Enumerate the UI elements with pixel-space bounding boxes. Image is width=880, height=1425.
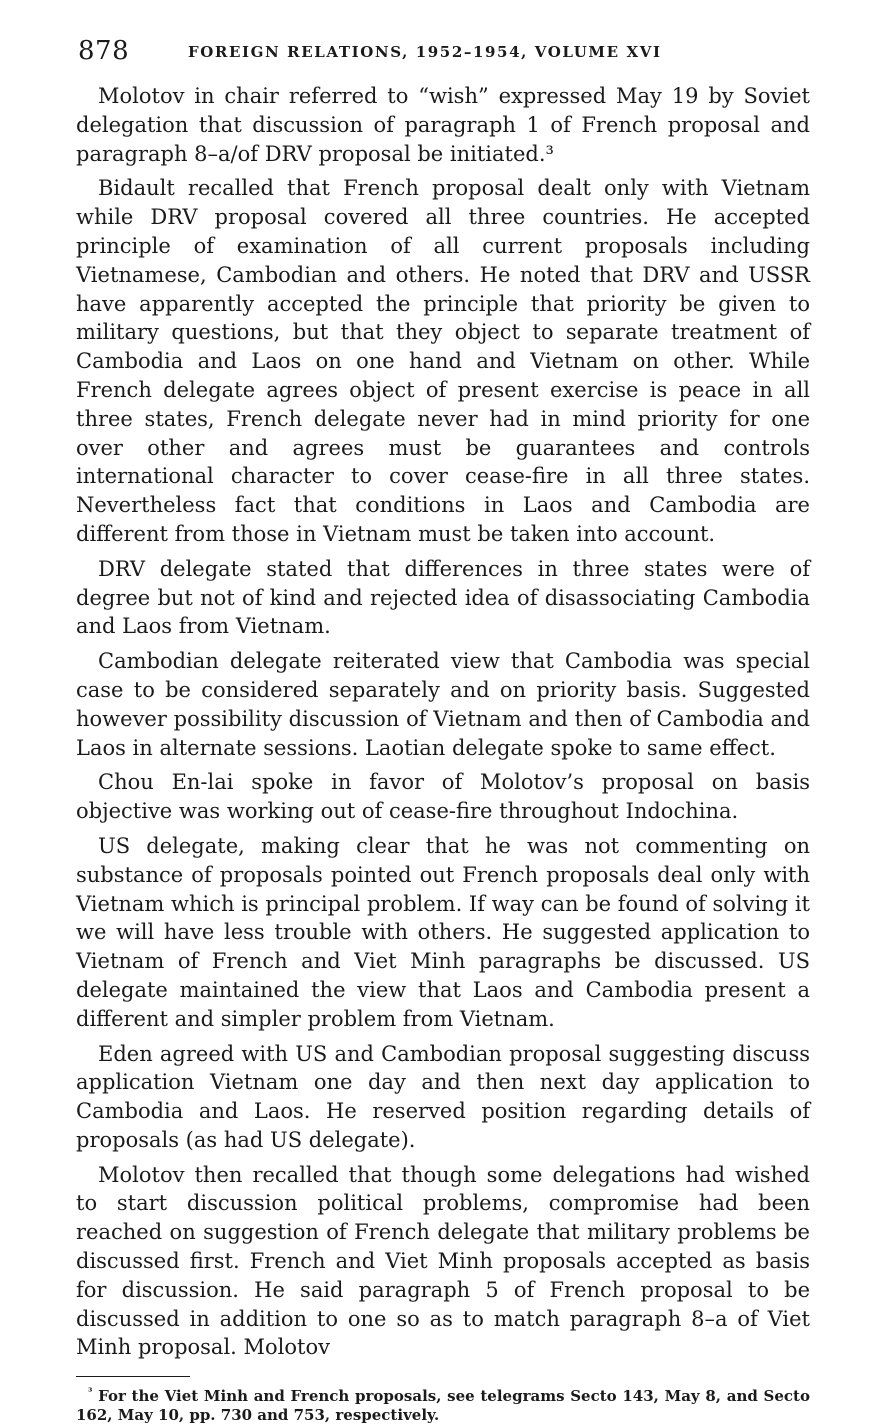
footnote	[76, 1387, 810, 1425]
document-page	[76, 36, 810, 1425]
paragraph: Molotov then recalled that though some delegations had wished to start discussion political problems, compromise had been reached on suggestion of French delegate that military problems be discussed first. French and Viet Minh proposals accepted as basis for discussion. He said paragraph 5 of French proposal to be discussed in addition to one so as to match paragraph 8–a of Viet Minh proposal. Molotov	[76, 1162, 810, 1360]
page-number: 878	[78, 36, 130, 66]
paragraph: US delegate, making clear that he was not commenting on substance of proposals pointed out French proposals deal only with Vietnam which is principal problem. If way can be found of solving it we will have less trouble with others. He suggested application to Vietnam of French and Viet Minh paragraphs be discussed. US delegate maintained the view that Laos and Cambodia present a different and simpler problem from Vietnam.	[76, 833, 810, 1031]
body-text	[76, 82, 810, 1362]
footnote-marker: ³	[88, 1387, 93, 1399]
paragraph: Cambodian delegate reiterated view that Cambodia was special case to be considered separately and on priority basis. Suggested however possibility discussion of Vietnam and then of Cambodia and Laos in alternate sessions. Laotian delegate spoke to same effect.	[76, 649, 810, 760]
paragraph: Molotov in chair referred to “wish” expressed May 19 by Soviet delegation that discussion of paragraph 1 of French proposal and paragraph 8–a/of DRV proposal be initiated.³	[76, 84, 810, 166]
paragraph: DRV delegate stated that differences in three states were of degree but not of kind and rejected idea of disassociating Cambodia and Laos from Vietnam.	[76, 556, 810, 639]
page-header	[76, 36, 810, 76]
paragraph: Chou En-lai spoke in favor of Molotov’s proposal on basis objective was working out of cease-fire throughout Indochina.	[76, 770, 810, 824]
paragraph: Bidault recalled that French proposal dealt only with Vietnam while DRV proposal covered all three countries. He accepted principle of examination of all current proposals including Vietnamese, Cambodian and others. He noted that DRV and USSR have apparently accepted the principle that priority be given to military questions, but that they object to separate treatment of Cambodia and Laos on one hand and Vietnam on other. While French delegate agrees object of present exercise is peace in all three states, French delegate never had in mind priority for one over other and agrees must be guarantees and controls international character to cover cease-fire in all three states. Nevertheless fact that conditions in Laos and Cambodia are different from those in Vietnam must be taken into account.	[76, 176, 810, 546]
running-head: FOREIGN RELATIONS, 1952–1954, VOLUME XVI	[188, 43, 662, 61]
paragraph: Eden agreed with US and Cambodian proposal suggesting discuss application Vietnam one day and then next day application to Cambodia and Laos. He reserved position regarding details of proposals (as had US delegate).	[76, 1041, 810, 1152]
footnote-text: For the Viet Minh and French proposals, see telegrams Secto 143, May 8, and Secto 162, May 10, pp. 730 and 753, respectively.	[76, 1387, 810, 1425]
footnote-divider	[76, 1376, 190, 1377]
